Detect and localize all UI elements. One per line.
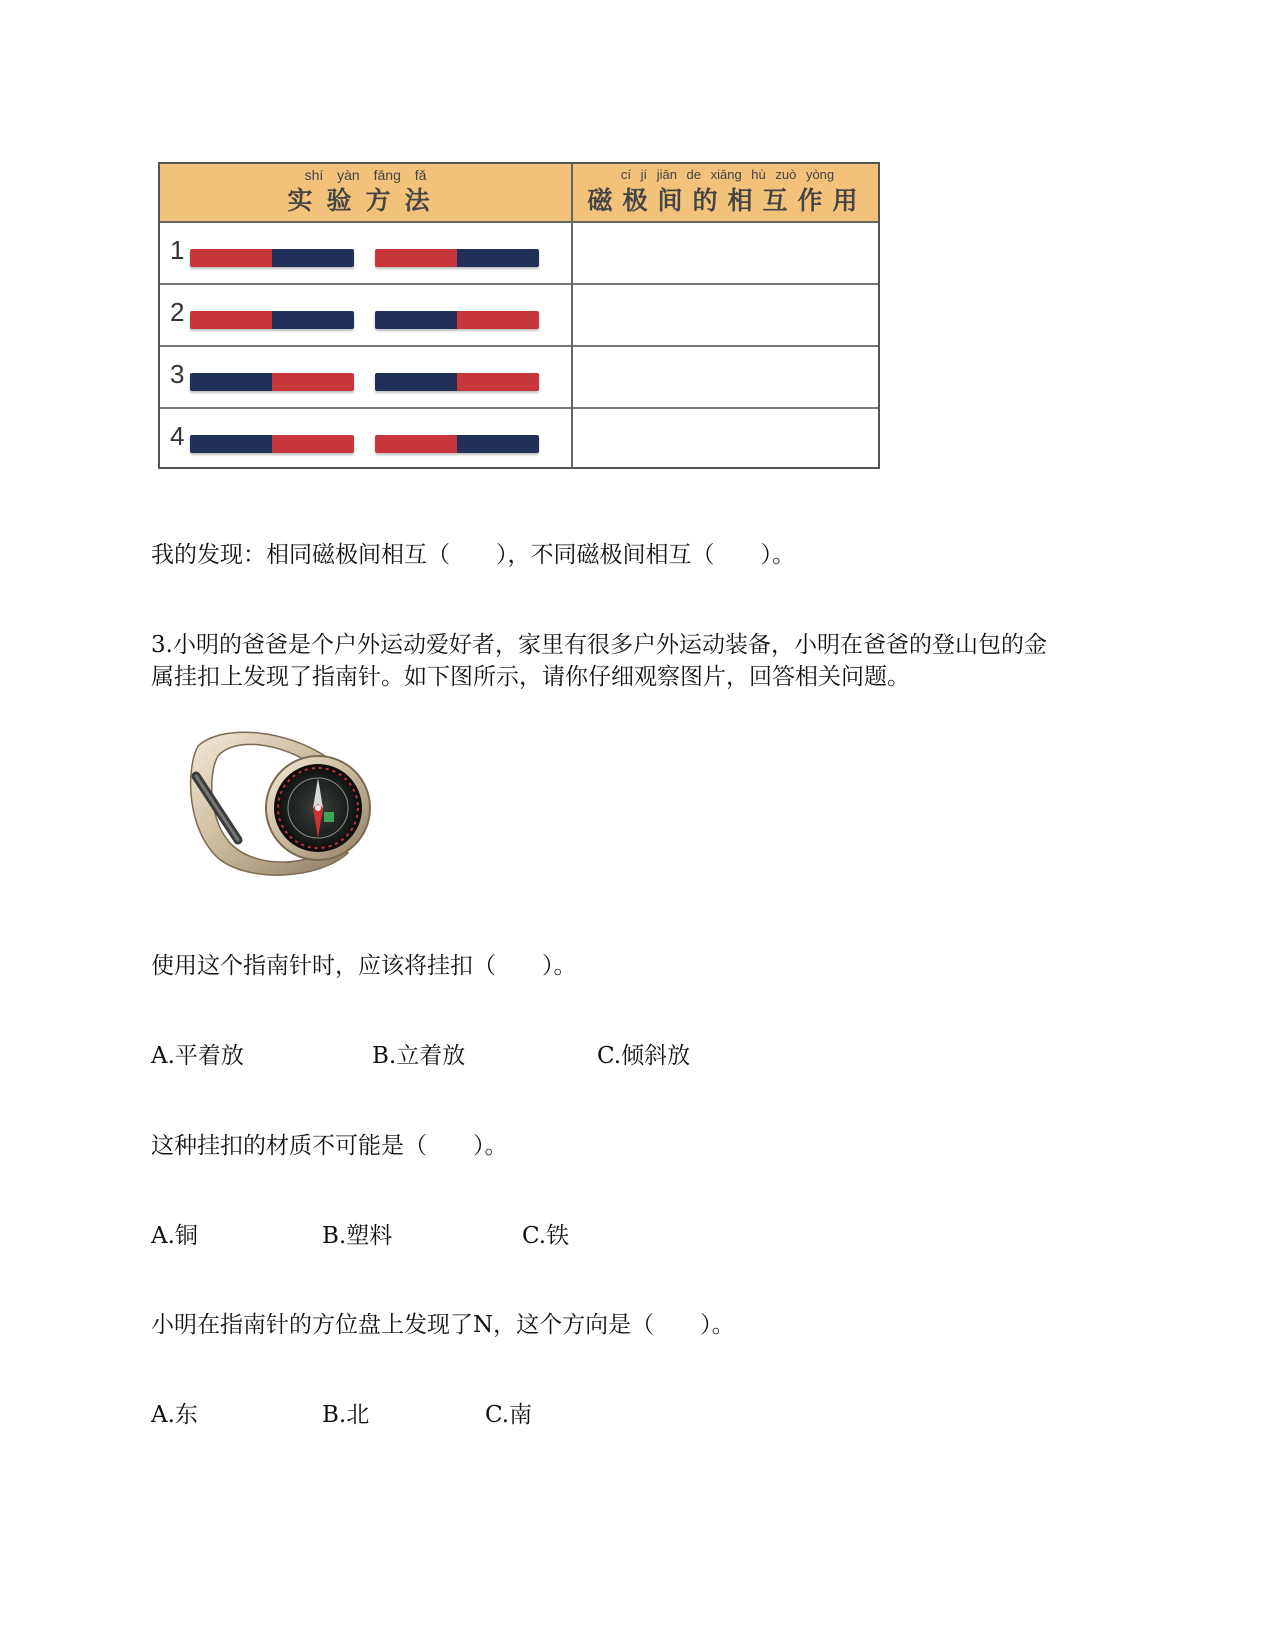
magnet-pole-red bbox=[190, 311, 272, 329]
header-interaction-pinyin: cí jí jiān de xiāng hù zuò yòng bbox=[620, 167, 835, 182]
magnet-pole-blue bbox=[272, 311, 354, 329]
magnet-pole-blue bbox=[375, 373, 457, 391]
magnet-pole-blue bbox=[272, 249, 354, 267]
magnet-pole-red bbox=[272, 435, 354, 453]
sub1-option-a: A.平着放 bbox=[151, 1043, 244, 1069]
sub-question-2: 这种挂扣的材质不可能是（ ）。 bbox=[151, 1133, 508, 1159]
bar-magnet bbox=[375, 373, 539, 391]
table-row bbox=[160, 285, 878, 347]
row-number: 2 bbox=[170, 297, 185, 327]
magnet-pole-red bbox=[272, 373, 354, 391]
finding-text: 我的发现：相同磁极间相互（ ），不同磁极间相互（ ）。 bbox=[151, 542, 795, 568]
magnet-pole-blue bbox=[375, 311, 457, 329]
sub2-option-a: A.铜 bbox=[151, 1223, 198, 1249]
header-method-text: 实验方法 bbox=[287, 186, 444, 215]
sub2-option-b: B.塑料 bbox=[322, 1223, 393, 1249]
compass-carabiner-icon bbox=[178, 728, 388, 886]
bar-magnet bbox=[190, 311, 354, 329]
question-3-line-1: 3.小明的爸爸是个户外运动爱好者，家里有很多户外运动装备，小明在爸爸的登山包的金 bbox=[151, 632, 1047, 658]
header-method bbox=[160, 166, 571, 218]
question-3-line-2: 属挂扣上发现了指南针。如下图所示，请你仔细观察图片，回答相关问题。 bbox=[151, 664, 910, 690]
sub1-option-b: B.立着放 bbox=[372, 1043, 466, 1069]
magnet-pole-red bbox=[190, 249, 272, 267]
magnet-experiment-table bbox=[158, 162, 880, 469]
row-number: 4 bbox=[170, 421, 185, 451]
table-header bbox=[160, 164, 878, 223]
bar-magnet bbox=[375, 435, 539, 453]
header-interaction-text: 磁极间的相互作用 bbox=[587, 186, 868, 215]
sub2-option-c: C.铁 bbox=[522, 1223, 570, 1249]
table-row bbox=[160, 409, 878, 471]
bar-magnet bbox=[190, 249, 354, 267]
row-number: 1 bbox=[170, 235, 185, 265]
magnet-pole-blue bbox=[457, 435, 539, 453]
bar-magnet bbox=[375, 311, 539, 329]
magnet-pole-red bbox=[457, 311, 539, 329]
column-divider bbox=[571, 164, 573, 467]
magnet-pole-blue bbox=[190, 435, 272, 453]
table-row bbox=[160, 223, 878, 285]
magnet-pole-blue bbox=[457, 249, 539, 267]
header-method-pinyin: shí yàn fāng fǎ bbox=[304, 167, 427, 183]
sub-question-3: 小明在指南针的方位盘上发现了N，这个方向是（ ）。 bbox=[151, 1312, 735, 1338]
magnet-pole-blue bbox=[190, 373, 272, 391]
bar-magnet bbox=[190, 435, 354, 453]
header-interaction bbox=[573, 166, 882, 218]
bar-magnet bbox=[190, 373, 354, 391]
magnet-pole-red bbox=[375, 249, 457, 267]
sub-question-1: 使用这个指南针时，应该将挂扣（ ）。 bbox=[151, 953, 577, 979]
sub3-option-b: B.北 bbox=[322, 1402, 370, 1428]
sub1-option-c: C.倾斜放 bbox=[597, 1043, 691, 1069]
bar-magnet bbox=[375, 249, 539, 267]
row-number: 3 bbox=[170, 359, 185, 389]
magnet-pole-red bbox=[457, 373, 539, 391]
sub3-option-a: A.东 bbox=[151, 1402, 198, 1428]
table-row bbox=[160, 347, 878, 409]
sub3-option-c: C.南 bbox=[485, 1402, 533, 1428]
magnet-pole-red bbox=[375, 435, 457, 453]
